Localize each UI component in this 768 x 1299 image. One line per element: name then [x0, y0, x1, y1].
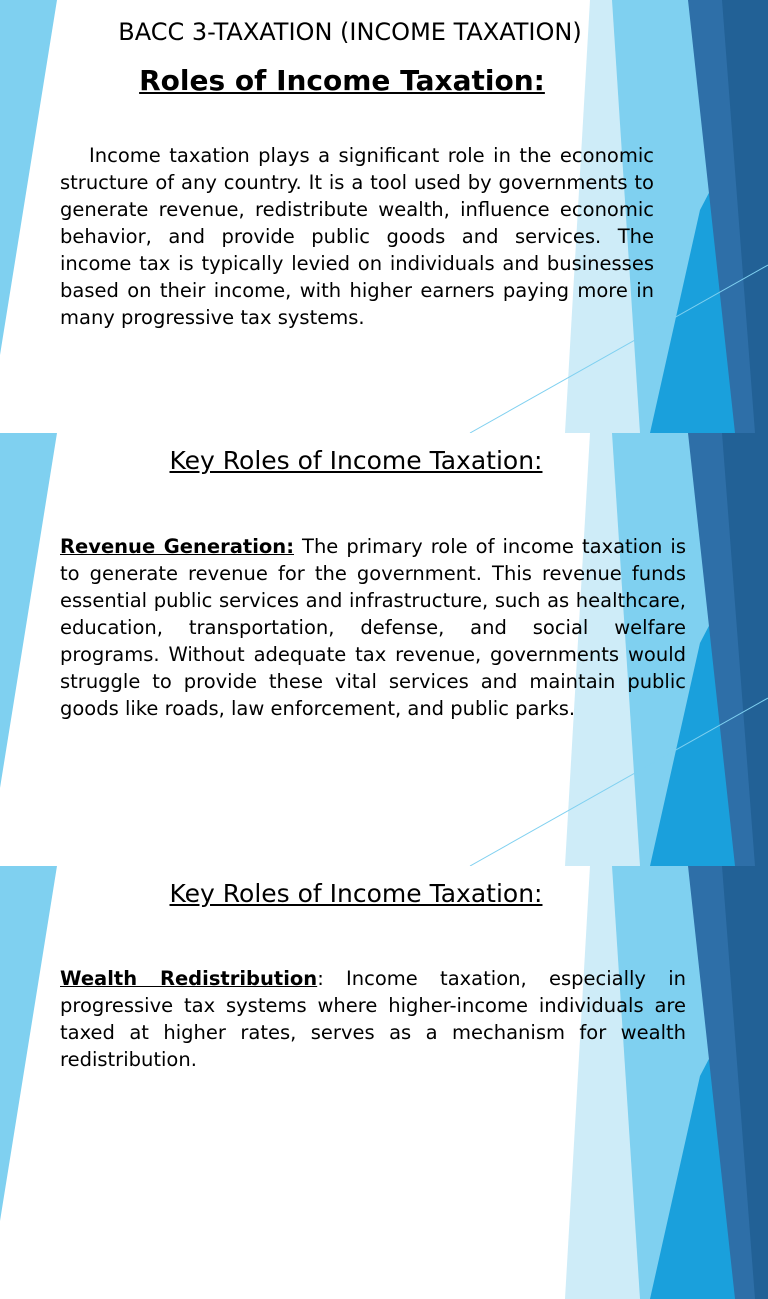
slide-3-body: : Income taxation, especially in progressive tax systems where higher-income individuals are taxed at higher rates, serves as a mechanism for wealth redistribution. [60, 967, 686, 1071]
slide-3-title: Key Roles of Income Taxation: [169, 879, 543, 908]
slide-2-body: The primary role of income taxation is to generate revenue for the government. This revenue funds essential public services and infrastructure, such as healthcare, education, transportation, defense, and social welfare programs. Without adequate tax revenue, governments would struggle to provide these vital services and maintain public goods like roads, law enforcement, and public parks. [60, 535, 687, 720]
slide-2-lead: Revenue Generation: [60, 535, 294, 558]
slide-1-title: Roles of Income Taxation: [139, 64, 545, 97]
slide-2-title: Key Roles of Income Taxation: [169, 446, 543, 475]
left-sliver-shape [0, 433, 57, 788]
slide-2-paragraph [60, 533, 686, 722]
slide-1-body: Income taxation plays a significant role in the economic structure of any country. It is a tool used by governments to generate revenue, redistribute wealth, influence economic behavior, and provide public goods and services. The income tax is typically levied on individuals and businesses based on their income, with higher earners paying more in many progressive tax systems. [60, 144, 654, 329]
left-sliver-shape [0, 0, 57, 355]
course-title: BACC 3-TAXATION (INCOME TAXATION) [118, 18, 582, 46]
slide-1-paragraph [60, 142, 654, 331]
slide-3-paragraph [60, 965, 686, 1073]
left-sliver-shape [0, 866, 57, 1221]
slide-3 [0, 866, 768, 1299]
slide-3-lead: Wealth Redistribution [60, 967, 318, 990]
slide-decoration [0, 866, 768, 1299]
